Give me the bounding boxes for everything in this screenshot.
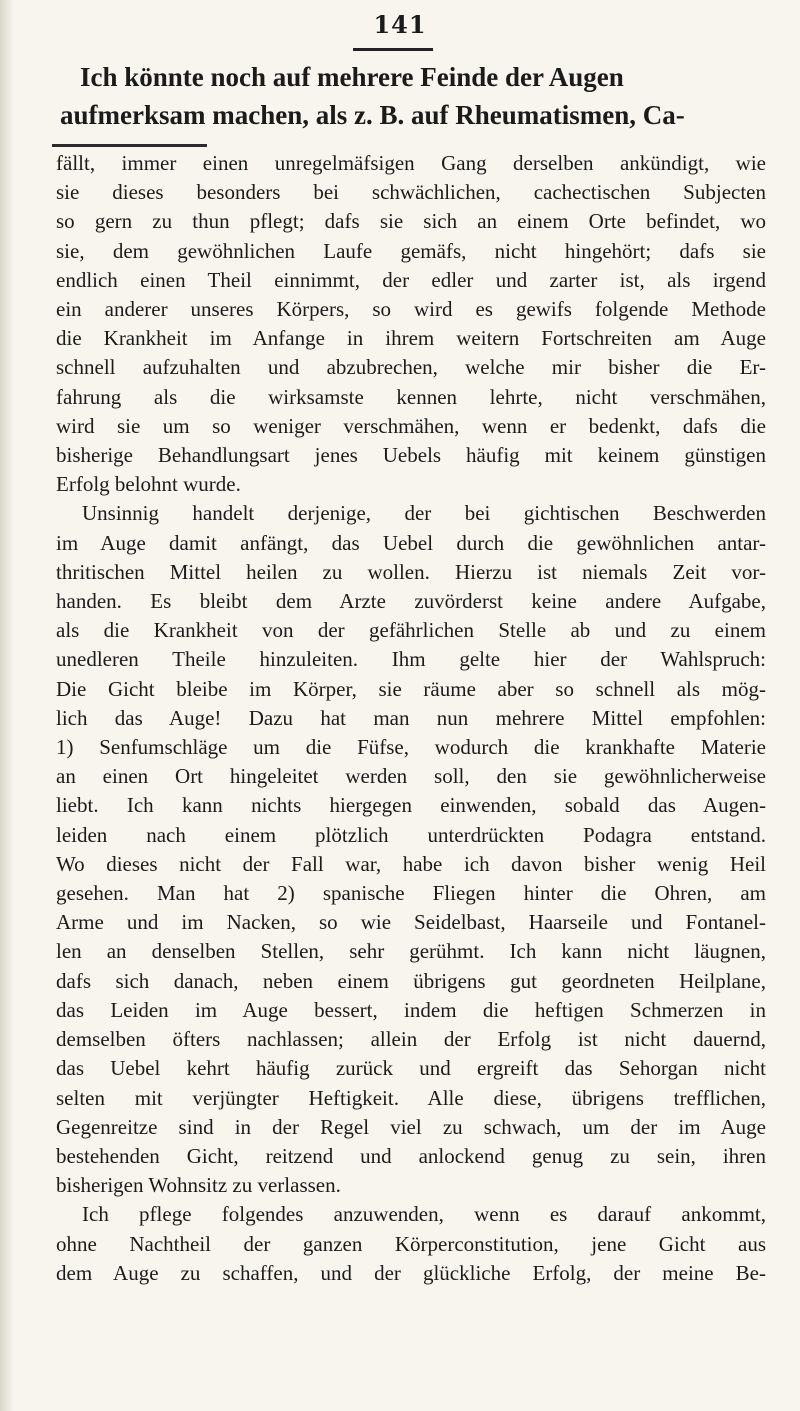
- text-line: bisherige Behandlungsart jenes Uebels häufig mit keinem günstigen: [56, 443, 766, 468]
- text-line: endlich einen Theil einnimmt, der edler und zarter ist, als irgend: [56, 267, 766, 292]
- text-line: liebt. Ich kann nichts hiergegen einwenden, sobald das Augen-: [56, 793, 766, 818]
- page-number-underline: [353, 48, 433, 51]
- text-line: leiden nach einem plötzlich unterdrückten Podagra entstand.: [56, 822, 766, 847]
- text-line: sie dieses besonders bei schwächlichen, cachectischen Subjecten: [56, 180, 766, 205]
- text-line: Gegenreitze sind in der Regel viel zu schwach, um der im Auge: [56, 1114, 766, 1139]
- section-heading: Ich könnte noch auf mehrere Feinde der Augen aufmerksam machen, als z. B. auf Rheumatismen, Ca-: [60, 62, 685, 130]
- text-line: len an denselben Stellen, sehr gerühmt. Ich kann nicht läugnen,: [56, 939, 766, 964]
- text-line: die Krankheit im Anfange in ihrem weitern Fortschreiten am Auge: [56, 326, 766, 351]
- text-line: dem Auge zu schaffen, und der glückliche Erfolg, der meine Be-: [56, 1260, 766, 1285]
- text-line: lich das Auge! Dazu hat man nun mehrere Mittel empfohlen:: [56, 705, 766, 730]
- text-line: bestehenden Gicht, reitzend und anlockend genug zu sein, ihren: [56, 1143, 766, 1168]
- text-line: an einen Ort hingeleitet werden soll, den sie gewöhnlicherweise: [56, 764, 766, 789]
- text-line: thritischen Mittel heilen zu wollen. Hierzu ist niemals Zeit vor-: [56, 559, 766, 584]
- text-line: sie, dem gewöhnlichen Laufe gemäfs, nicht hingehört; dafs sie: [56, 238, 766, 263]
- text-line: das Uebel kehrt häufig zurück und ergreift das Sehorgan nicht: [56, 1056, 766, 1081]
- text-line: schnell aufzuhalten und abzubrechen, welche mir bisher die Er-: [56, 355, 766, 380]
- text-line: bisherigen Wohnsitz zu verlassen.: [56, 1173, 341, 1198]
- text-line: fällt, immer einen unregelmäfsigen Gang derselben ankündigt, wie: [56, 151, 766, 175]
- text-line: gesehen. Man hat 2) spanische Fliegen hinter die Ohren, am: [56, 881, 766, 906]
- text-line: unedleren Theile hinzuleiten. Ihm gelte hier der Wahlspruch:: [56, 647, 766, 672]
- text-line: so gern zu thun pflegt; dafs sie sich an einem Orte befindet, wo: [56, 209, 766, 234]
- text-line: selten mit verjüngter Heftigkeit. Alle diese, übrigens trefflichen,: [56, 1085, 766, 1110]
- section-divider-rule: [52, 144, 207, 147]
- text-line: fahrung als die wirksamste kennen lehrte, nicht verschmähen,: [56, 384, 766, 409]
- text-line: im Auge damit anfängt, das Uebel durch die gewöhnlichen antar-: [56, 530, 766, 555]
- body-text: [56, 149, 766, 1288]
- text-line: demselben öfters nachlassen; allein der Erfolg ist nicht dauernd,: [56, 1027, 766, 1052]
- page-binding-edge: [0, 0, 14, 1411]
- text-line: wird sie um so weniger verschmähen, wenn er bedenkt, dafs die: [56, 413, 766, 438]
- text-line: ohne Nachtheil der ganzen Körperconstitution, jene Gicht aus: [56, 1231, 766, 1256]
- text-line: Die Gicht bleibe im Körper, sie räume aber so schnell als mög-: [56, 676, 766, 701]
- text-line: handen. Es bleibt dem Arzte zuvörderst keine andere Aufgabe,: [56, 589, 766, 614]
- text-line: 1) Senfumschläge um die Füfse, wodurch die krankhafte Materie: [56, 735, 766, 760]
- text-line: als die Krankheit von der gefährlichen Stelle ab und zu einem: [56, 618, 766, 643]
- text-line: ein anderer unseres Körpers, so wird es gewifs folgende Methode: [56, 297, 766, 322]
- text-line: Unsinnig handelt derjenige, der bei gichtischen Beschwerden: [82, 501, 766, 526]
- text-line: Wo dieses nicht der Fall war, habe ich davon bisher wenig Heil: [56, 851, 766, 876]
- text-line: Ich pflege folgendes anzuwenden, wenn es darauf ankommt,: [82, 1202, 766, 1227]
- page-number: 141: [373, 10, 427, 39]
- text-line: das Leiden im Auge bessert, indem die heftigen Schmerzen in: [56, 997, 766, 1022]
- text-line: dafs sich danach, neben einem übrigens gut geordneten Heilplane,: [56, 968, 766, 993]
- text-line: Erfolg belohnt wurde.: [56, 472, 241, 497]
- text-line: Arme und im Nacken, so wie Seidelbast, Haarseile und Fontanel-: [56, 910, 766, 935]
